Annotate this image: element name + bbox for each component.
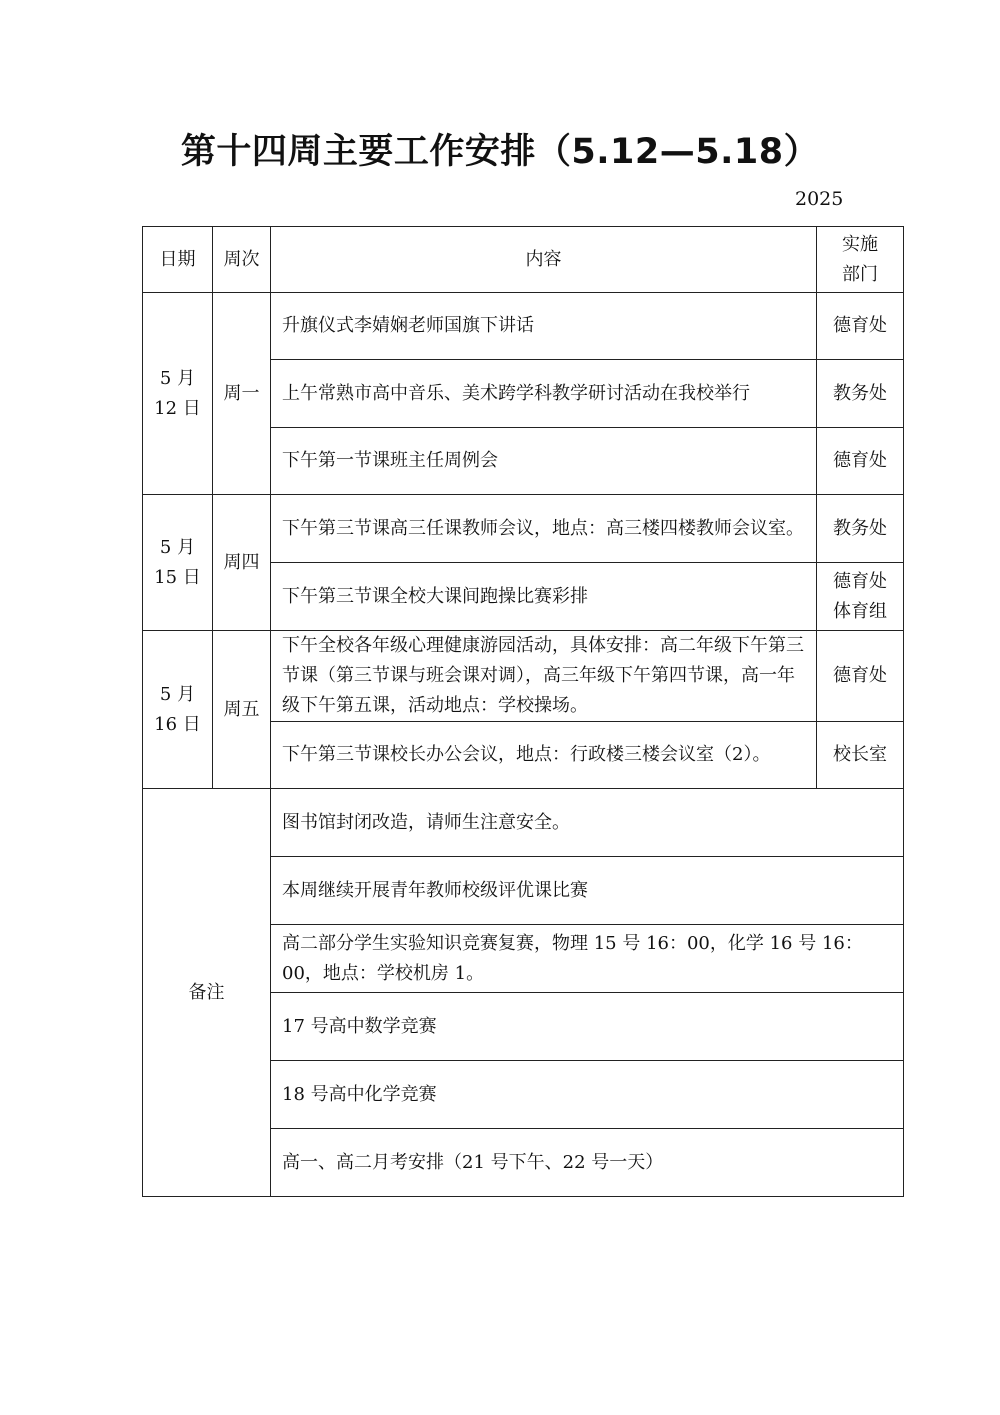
- dept-line1: 德育处: [833, 450, 887, 471]
- content-cell: 上午常熟市高中音乐、美术跨学科教学研讨活动在我校举行: [271, 360, 817, 428]
- dept-line1: 教务处: [833, 382, 887, 404]
- year-label: 2025: [795, 188, 844, 210]
- dept-cell: [817, 631, 904, 722]
- content-cell: 下午第三节课高三任课教师会议，地点：高三楼四楼教师会议室。: [271, 495, 817, 563]
- page-title: 第十四周主要工作安排（5.12—5.18）: [180, 132, 820, 172]
- content-cell: 下午第三节课校长办公会议，地点：行政楼三楼会议室（2）。: [271, 722, 817, 789]
- weekday-cell: 周五: [213, 631, 271, 789]
- date-day: 12 日: [154, 397, 201, 419]
- header-dept-line1: 实施: [842, 233, 878, 255]
- dept-line2: 体育组: [833, 600, 887, 622]
- dept-line1: 德育处: [833, 665, 887, 686]
- content-cell: 下午第一节课班主任周例会: [271, 428, 817, 495]
- dept-line1: 校长室: [833, 744, 887, 765]
- note-item: 高二部分学生实验知识竞赛复赛，物理 15 号 16：00，化学 16 号 16：00，地点：学校机房 1。: [271, 925, 904, 993]
- date-month: 5 月: [159, 683, 196, 705]
- dept-cell: [817, 495, 904, 563]
- dept-cell: [817, 293, 904, 360]
- date-cell: [143, 293, 213, 495]
- dept-cell: [817, 428, 904, 495]
- weekday-cell: 周一: [213, 293, 271, 495]
- header-row: [143, 227, 904, 293]
- dept-line1: 德育处: [833, 570, 887, 592]
- date-day: 15 日: [154, 566, 201, 588]
- table-row: [143, 789, 904, 857]
- note-item: 本周继续开展青年教师校级评优课比赛: [271, 857, 904, 925]
- header-content: 内容: [271, 227, 817, 293]
- dept-line1: 德育处: [833, 315, 887, 336]
- date-month: 5 月: [159, 536, 196, 558]
- table-row: [143, 495, 904, 563]
- header-dept: [817, 227, 904, 293]
- content-cell: 下午全校各年级心理健康游园活动，具体安排：高二年级下午第三节课（第三节课与班会课对调），高三年级下午第四节课，高一年级下午第五课，活动地点：学校操场。: [271, 631, 817, 722]
- date-cell: [143, 495, 213, 631]
- header-date: 日期: [143, 227, 213, 293]
- content-cell: 升旗仪式李婧娴老师国旗下讲话: [271, 293, 817, 360]
- note-item: 高一、高二月考安排（21 号下午、22 号一天）: [271, 1129, 904, 1197]
- table-row: [143, 293, 904, 360]
- note-item: 图书馆封闭改造，请师生注意安全。: [271, 789, 904, 857]
- header-dept-line2: 部门: [842, 263, 878, 285]
- dept-cell: [817, 722, 904, 789]
- note-item: 17 号高中数学竞赛: [271, 993, 904, 1061]
- schedule-table: [142, 226, 904, 1197]
- note-item: 18 号高中化学竞赛: [271, 1061, 904, 1129]
- date-day: 16 日: [154, 713, 201, 735]
- dept-cell: [817, 563, 904, 631]
- date-month: 5 月: [159, 367, 196, 389]
- dept-line1: 教务处: [833, 517, 887, 539]
- table-row: [143, 631, 904, 722]
- notes-label: 备注: [143, 789, 271, 1197]
- date-cell: [143, 631, 213, 789]
- weekday-cell: 周四: [213, 495, 271, 631]
- dept-cell: [817, 360, 904, 428]
- header-week: 周次: [213, 227, 271, 293]
- content-cell: 下午第三节课全校大课间跑操比赛彩排: [271, 563, 817, 631]
